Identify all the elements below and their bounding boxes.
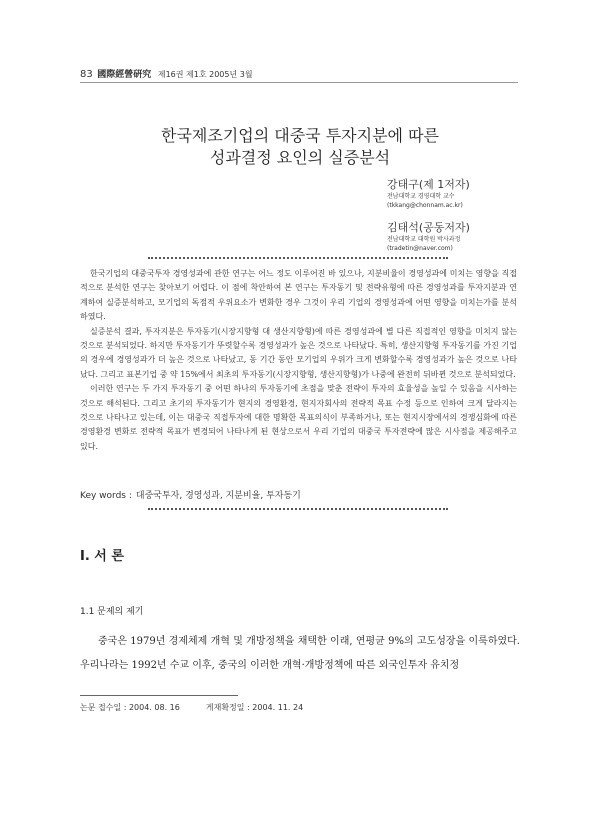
author-affiliation: 전남대학교 대학원 박사과정 xyxy=(387,236,461,243)
abstract-paragraph: 실증분석 결과, 투자지분은 투자동기(시장지향형 대 생산지향형)에 따른 경영성과에 별 다른 직접적인 영향을 미치지 않는 것으로 분석되었다. 하지만 투자동기가 뚜렷할수록 경영성과가 높은 것으로 나타났다. 특히, 생산지향형 투자동기를 가진 기업의 경우에 경영성과가 더 높은 것으로 나타났고, 동 기간 동안 모기업의 우위가 크게 변화할수록 경영성과가 높은 것으로 나타났다. 그리고 표본기업 중 약 15%에서 최초의 투자동기(시장지향형, 생산지향형)가 나중에 완전히 뒤바뀐 것으로 분석되었다. xyxy=(80,326,517,379)
author-name: 김태석(공동저자) xyxy=(387,221,470,234)
paper-title-line-2: 성과결정 요인의 실증분석 xyxy=(209,148,391,167)
keywords-values: 대중국투자, 경영성과, 지분비율, 투자동기 xyxy=(135,491,301,501)
author-affiliation: 전남대학교 경영대학 교수 xyxy=(387,193,455,200)
keywords xyxy=(80,488,520,501)
abstract-top-divider xyxy=(148,257,448,259)
received-date: 논문 접수일 : 2004. 08. 16 xyxy=(80,703,180,712)
accepted-date: 게재확정일 : 2004. 11. 24 xyxy=(205,703,304,712)
abstract-paragraph: 한국기업의 대중국투자 경영성과에 관한 연구는 어느 정도 이루어진 바 있으나, 지분비율이 경영성과에 미치는 영향을 직접적으로 분석한 연구는 찾아보기 어렵다. 이 점에 착안하여 본 연구는 투자동기 및 전략유형에 따른 경영성과를 투자지분과 연계하여 실증분석하고, 모기업의 독점적 우위요소가 변화한 경우 그것이 우리 기업의 경영성과에 어떤 영향을 미치는가를 분석하였다. xyxy=(80,269,517,322)
footnote-divider xyxy=(80,695,238,696)
body-paragraph: 중국은 1979년 경제체제 개혁 및 개방정책을 채택한 이래, 연평균 9%의 고도성장을 이룩하였다. 우리나라는 1992년 수교 이후, 중국의 이러한 개혁·개방정책에 따른 외국인투자 유치정 xyxy=(80,636,520,671)
author-email: (tkkang@chonnam.ac.kr) xyxy=(387,202,463,209)
keywords-label: Key words : xyxy=(80,491,132,501)
issue-info: 제16권 제1호 2005년 3월 xyxy=(157,70,253,79)
author-block-first xyxy=(387,176,527,210)
abstract-paragraph: 이러한 연구는 두 가지 투자동기 중 어떤 하나의 투자동기에 초점을 맞춘 전략이 투자의 효율성을 높일 수 있음을 시사하는 것으로 해석된다. 그리고 초기의 투자동기가 현지의 경영환경, 현지자회사의 전략적 목표 수정 등으로 인하여 크게 달라지는 것으로 나타나고 있는데, 이는 대중국 직접투자에 대한 명확한 목표의식이 부족하거나, 또는 현지시장에서의 경쟁심화에 따른 경영환경 변화로 전략적 목표가 변경되어 나타나게 된 현상으로서 우리 기업의 대중국 투자전략에 많은 시사점을 제공해주고 있다. xyxy=(80,384,517,451)
author-email: (tradetin@naver.com) xyxy=(387,245,453,252)
footnote xyxy=(80,702,520,713)
running-header xyxy=(80,67,520,80)
section-heading: Ⅰ. 서 론 xyxy=(80,549,124,564)
abstract-bottom-divider xyxy=(148,508,448,510)
author-name: 강태구(제 1저자) xyxy=(387,178,470,191)
body-text xyxy=(80,630,520,678)
abstract xyxy=(80,267,517,454)
header-divider xyxy=(80,82,518,83)
journal-name: 國際經營硏究 xyxy=(97,70,152,80)
subsection-heading: 1.1 문제의 제기 xyxy=(80,607,144,617)
paper-title-line-1: 한국제조기업의 대중국 투자지분에 따른 xyxy=(160,126,439,145)
author-block-second xyxy=(387,219,527,253)
page-number: 83 xyxy=(80,69,93,80)
